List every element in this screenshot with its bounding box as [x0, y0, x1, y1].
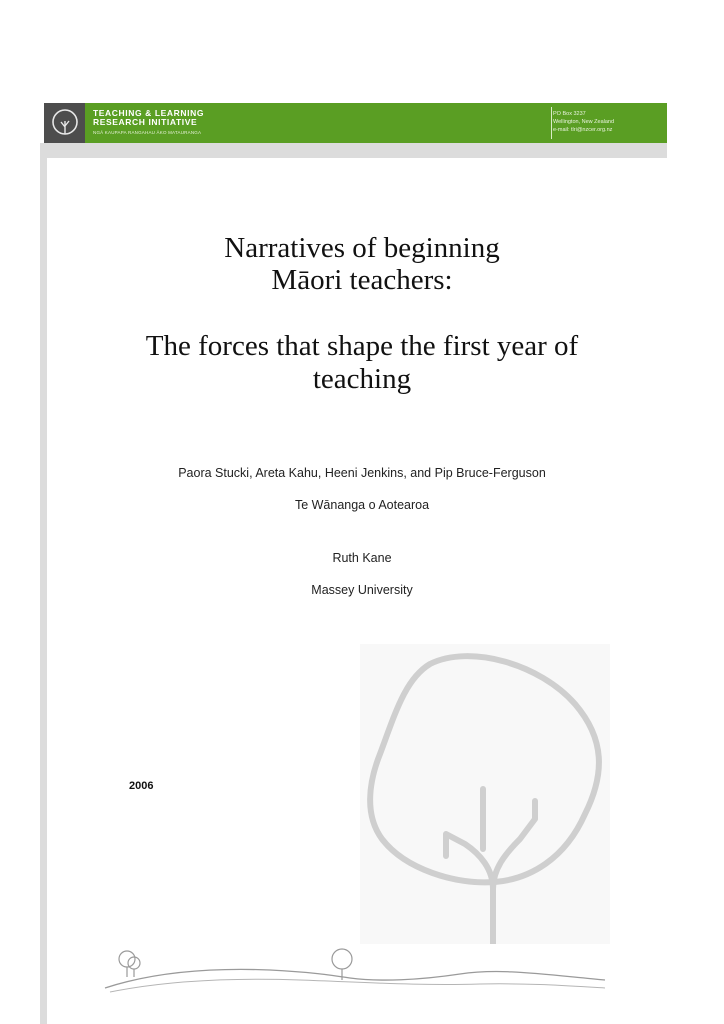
author-2: Ruth Kane [332, 551, 392, 565]
tree-logo-icon [50, 107, 80, 139]
ground-illustration [100, 940, 610, 1000]
contact-address: PO Box 3237 [553, 111, 586, 117]
subtitle-line2: teaching [312, 363, 412, 395]
title-line1: Narratives of beginning [224, 232, 500, 264]
institution-1: Te Wānanga o Aotearoa [294, 498, 430, 512]
institution-2: Massey University [311, 583, 413, 597]
authors: Paora Stucki, Areta Kahu, Heeni Jenkins, and Pip Bruce-Ferguson [178, 466, 546, 480]
subtitle-line1: The forces that shape the first year of [145, 330, 579, 362]
contact-city: Wellington, New Zealand [553, 119, 615, 125]
banner-divider [551, 107, 552, 139]
document-subtitle [60, 330, 664, 396]
banner-title-line1: TEACHING & LEARNING [93, 108, 205, 118]
header-banner [44, 103, 667, 143]
gray-bar-vertical [40, 143, 47, 1024]
banner-subtitle: NGĀ KAUPAPA RANGAHAU ĀKO MATAURANGA [93, 130, 202, 135]
banner-title [93, 109, 204, 127]
gray-bar-horizontal [44, 143, 667, 158]
banner-contact [553, 110, 614, 134]
tree-illustration [360, 644, 610, 944]
publication-year: 2006 [129, 780, 154, 792]
banner-title-line2: RESEARCH INITIATIVE [93, 117, 198, 127]
title-line2: Māori teachers: [271, 264, 453, 296]
document-title [60, 232, 664, 296]
contact-email: e-mail: tlri@nzcer.org.nz [553, 127, 613, 133]
logo-box [44, 103, 85, 143]
